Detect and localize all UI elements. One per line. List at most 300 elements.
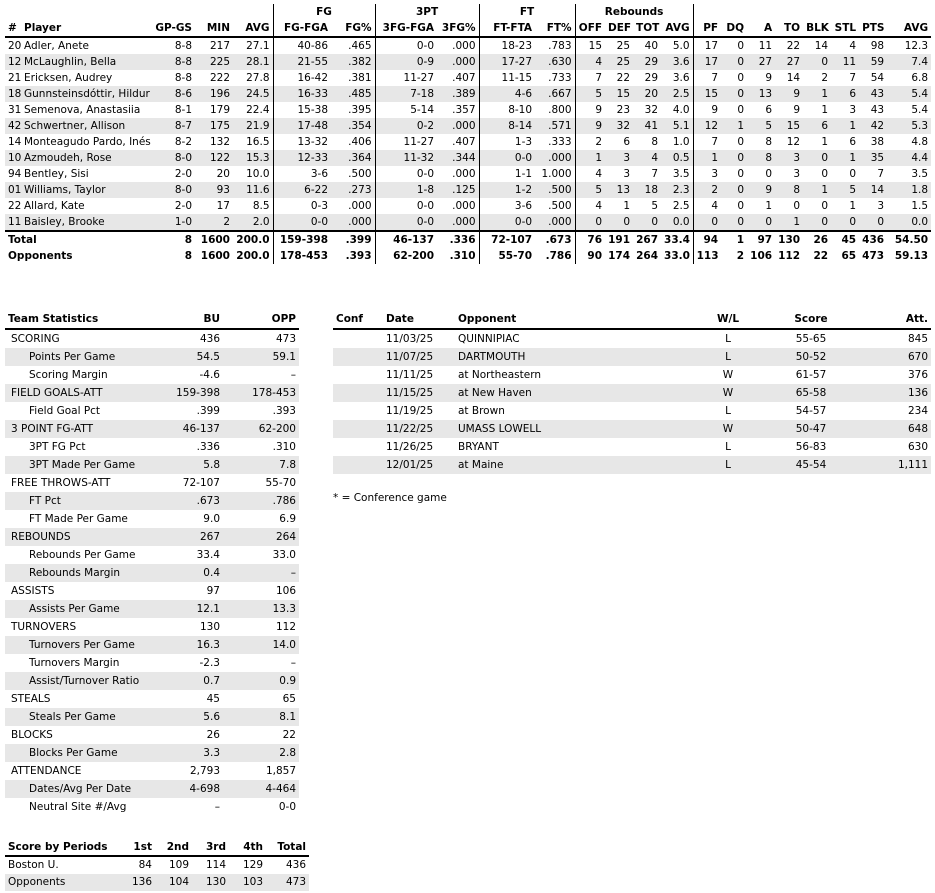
stat-value: 0.5 (661, 150, 693, 166)
stat-value: 130 (775, 231, 803, 248)
stat-value: .000 (452, 40, 476, 52)
attendance: 234 (907, 405, 928, 417)
stat-value: 9 (693, 102, 721, 118)
team-stat-row (5, 582, 299, 600)
stat-value: .333 (548, 136, 572, 148)
stat-value: 2 (821, 72, 829, 84)
stat-value: 8 (184, 250, 192, 262)
stat-value: 2.5 (672, 200, 690, 212)
jersey-number: 01 (5, 182, 21, 198)
stat-value: 4.4 (887, 150, 931, 166)
stat-value: .000 (452, 200, 476, 212)
stat-value: 55-70 (479, 248, 535, 264)
player-name: Adler, Anete (24, 40, 89, 52)
stat-value: 27.8 (246, 72, 270, 84)
col-header-3fg-fga: 3FG-FGA (375, 20, 437, 37)
stat-value: 1 (721, 118, 747, 134)
stat-value: 8-8 (174, 72, 192, 84)
row-label: Total (5, 231, 151, 248)
stat-value: 15-38 (273, 102, 331, 118)
opp-value: – (223, 564, 299, 582)
score-by-periods-table (5, 840, 309, 891)
stat-value: 4.0 (672, 104, 690, 116)
stat-value: 9 (765, 72, 773, 84)
bu-value: 45 (206, 693, 220, 705)
col-header-pf: PF (693, 20, 721, 37)
stat-value: .125 (437, 182, 479, 198)
stat-value: 5.4 (911, 104, 929, 116)
stat-value: 2 (693, 182, 721, 198)
stat-label: Scoring Margin (29, 369, 108, 381)
games-table-body (333, 329, 931, 474)
stat-value: 0 (765, 168, 773, 180)
opponent-name: at Maine (455, 456, 695, 474)
stat-value: 10.0 (246, 168, 270, 180)
stat-value: 0.0 (887, 214, 931, 231)
stat-value: 1 (721, 231, 747, 248)
stat-value: 1 (803, 86, 831, 102)
stat-value: 65 (841, 250, 857, 262)
stat-value: 0 (737, 72, 745, 84)
jersey-number: 12 (5, 54, 21, 70)
stat-label: 3 POINT FG-ATT (5, 420, 155, 438)
stat-value: 159-398 (273, 231, 331, 248)
player-row (5, 150, 931, 166)
opp-value: .786 (223, 492, 299, 510)
col-header-score: Score (761, 310, 861, 329)
conf-marker (333, 366, 383, 384)
stat-label: Assist/Turnover Ratio (5, 672, 155, 690)
stat-value: 40-86 (273, 37, 331, 54)
stat-value: .273 (331, 182, 375, 198)
team-stat-row (5, 329, 299, 348)
stat-value: 0 (737, 104, 745, 116)
col-header-to: TO (775, 20, 803, 37)
stat-value: 3.5 (911, 168, 929, 180)
stat-value: 217 (209, 40, 230, 52)
stat-value: 22 (813, 250, 829, 262)
bu-value: 5.8 (155, 456, 223, 474)
stat-value: 27 (747, 54, 775, 70)
stat-value: 14 (786, 72, 801, 84)
periods-table-body (5, 856, 309, 891)
stat-value: 112 (778, 250, 801, 262)
bu-value: -2.3 (199, 657, 220, 669)
player-name: Allard, Kate (24, 200, 85, 212)
team-stat-row (5, 528, 299, 546)
stat-value: 22 (616, 72, 631, 84)
col-header-ft-pct: FT% (535, 20, 575, 37)
period-score: 104 (155, 874, 192, 891)
win-loss: L (695, 348, 761, 366)
stat-value: 6 (849, 136, 857, 148)
win-loss: L (695, 456, 761, 474)
stat-value: .000 (437, 118, 479, 134)
stat-value: 5.4 (887, 86, 931, 102)
stat-value: 18 (633, 182, 661, 198)
stat-value: .485 (331, 86, 375, 102)
bu-value: .399 (196, 405, 220, 417)
stat-value: 8-0 (151, 150, 195, 166)
stat-value: 175 (195, 118, 233, 134)
stat-value: .336 (437, 231, 479, 248)
stat-value: 0-0 (375, 166, 437, 182)
team-stat-row (5, 474, 299, 492)
stat-value: 25 (605, 54, 633, 70)
team-stat-row (5, 708, 299, 726)
stat-value: 2-0 (174, 200, 192, 212)
stat-value: .364 (331, 150, 375, 166)
stat-value: 4 (849, 40, 857, 52)
stat-value: 6 (765, 104, 773, 116)
bu-value: 3.3 (155, 744, 223, 762)
conference-game-footnote: * = Conference game (333, 492, 447, 504)
period-score: 130 (192, 874, 229, 891)
team-stat-row (5, 348, 299, 366)
stat-value: .800 (548, 104, 572, 116)
player-row (5, 166, 931, 182)
game-results-section (333, 310, 931, 474)
score: 45-54 (761, 456, 861, 474)
stat-value: 106 (750, 250, 773, 262)
stat-value: 2 (195, 214, 233, 231)
attendance: 670 (861, 348, 931, 366)
opp-value: – (290, 657, 296, 669)
stat-value: 0-0 (375, 37, 437, 54)
stat-value: 1-0 (151, 214, 195, 231)
stat-value: 20 (633, 86, 661, 102)
stat-label: ATTENDANCE (11, 765, 82, 777)
stat-value: 21.9 (233, 118, 273, 134)
stat-value: 8 (151, 231, 195, 248)
stat-value: .000 (535, 150, 575, 166)
stat-value: 62-200 (375, 248, 437, 264)
conf-marker (333, 329, 383, 348)
stat-label: Steals Per Game (5, 708, 155, 726)
game-date: 11/22/25 (383, 420, 455, 438)
score: 56-83 (795, 441, 827, 453)
stat-value: 20 (216, 168, 230, 180)
stat-value: .571 (535, 118, 575, 134)
team-stats-header-row (5, 310, 299, 329)
stat-value: 8-8 (174, 40, 192, 52)
stat-value: 28.1 (233, 54, 273, 70)
stat-value: 6.8 (911, 72, 929, 84)
stat-value: 7.4 (887, 54, 931, 70)
stat-value: 0 (803, 150, 831, 166)
player-name: Gunnsteinsdóttir, Hildur (21, 86, 151, 102)
period-score: 103 (229, 874, 266, 891)
stat-value: 4 (575, 54, 605, 70)
col-header-tot: TOT (633, 20, 661, 37)
stat-value: 2 (575, 134, 605, 150)
score: 54-57 (795, 405, 827, 417)
player-row (5, 198, 931, 214)
stat-value: 3 (693, 166, 721, 182)
stat-value: 7 (651, 168, 659, 180)
stat-value: 1600 (195, 231, 233, 248)
stat-value: 0-3 (273, 198, 331, 214)
bu-value: .673 (155, 492, 223, 510)
opp-value: 8.1 (223, 708, 299, 726)
stat-value: 0 (737, 136, 745, 148)
stat-label: Turnovers Per Game (5, 636, 155, 654)
opponent-name: QUINNIPIAC (458, 333, 520, 345)
stat-label: ASSISTS (11, 585, 55, 597)
stat-value: 8.5 (252, 200, 270, 212)
stat-value: .500 (535, 182, 575, 198)
stat-value: 9 (575, 118, 605, 134)
stat-value: 8-7 (151, 118, 195, 134)
stat-value: 15 (693, 86, 721, 102)
game-row (333, 456, 931, 474)
team-stat-row (5, 744, 299, 762)
stat-value: 3 (775, 150, 803, 166)
conf-marker (333, 402, 383, 420)
stat-label: Assists Per Game (5, 600, 155, 618)
stat-value: 200.0 (233, 231, 273, 248)
stat-value: 97 (747, 231, 775, 248)
stat-value: 2.3 (661, 182, 693, 198)
attendance: 376 (907, 369, 928, 381)
team-stat-row (5, 654, 299, 672)
opp-value: 33.0 (272, 549, 296, 561)
col-header-a: A (747, 20, 775, 37)
stat-value: .465 (348, 40, 372, 52)
stat-value: 17 (216, 200, 230, 212)
stat-value: 12-33 (273, 150, 331, 166)
stat-value: 5 (831, 182, 859, 198)
stat-value: .000 (535, 214, 575, 231)
attendance: 136 (861, 384, 931, 402)
stat-value: .407 (452, 136, 476, 148)
stat-value: 1 (831, 118, 859, 134)
stat-label: FT Pct (5, 492, 155, 510)
stat-value: 27.1 (246, 40, 270, 52)
player-table-body (5, 37, 931, 264)
stat-label: FREE THROWS-ATT (11, 477, 111, 489)
stat-value: 17-27 (479, 54, 535, 70)
game-date: 11/15/25 (383, 384, 455, 402)
game-results-table (333, 310, 931, 474)
stat-value: 8-1 (174, 104, 192, 116)
stat-value: 46-137 (375, 231, 437, 248)
jersey-number: 18 (5, 86, 21, 102)
col-header-score-by-periods: Score by Periods (5, 840, 119, 856)
opp-value: – (290, 369, 296, 381)
stat-value: 16.5 (246, 136, 270, 148)
conf-marker (333, 348, 383, 366)
stat-value: .382 (331, 54, 375, 70)
period-score: 129 (242, 859, 263, 871)
stat-value: 1 (821, 136, 829, 148)
stat-value: 0 (721, 150, 747, 166)
stat-value: 15 (775, 118, 803, 134)
stat-value: 59 (859, 54, 887, 70)
stat-value: 3.6 (672, 72, 690, 84)
player-row (5, 86, 931, 102)
win-loss: L (725, 441, 731, 453)
stat-value: .000 (437, 214, 479, 231)
team-stat-row (5, 798, 299, 816)
win-loss: W (695, 384, 761, 402)
games-header-row (333, 310, 931, 329)
stat-value: .407 (452, 72, 476, 84)
group-header-spacer (693, 4, 931, 20)
stat-value: 15.3 (233, 150, 273, 166)
stat-value: 7 (693, 70, 721, 86)
stat-value: 17 (693, 54, 721, 70)
stat-value: 29 (644, 72, 659, 84)
stat-value: 59.13 (894, 250, 929, 262)
stat-value: 436 (859, 231, 887, 248)
team-stat-row (5, 672, 299, 690)
stat-value: .381 (348, 72, 372, 84)
stat-value: 2-0 (174, 168, 192, 180)
stat-value: 267 (633, 231, 661, 248)
stat-value: 15 (575, 37, 605, 54)
opp-value: 22 (282, 729, 296, 741)
stat-value: 3 (877, 200, 885, 212)
col-header-3rd: 3rd (192, 840, 229, 856)
col-header-gp-gs: GP-GS (151, 20, 195, 37)
period-score: 136 (119, 874, 155, 891)
col-header-player: Player (21, 20, 151, 37)
stat-value: 0 (821, 200, 829, 212)
stat-value: .406 (348, 136, 372, 148)
opp-value: 264 (223, 528, 299, 546)
stat-value: 8 (747, 150, 775, 166)
stat-value: 12 (693, 118, 721, 134)
player-row (5, 102, 931, 118)
bu-value: 5.6 (155, 708, 223, 726)
conf-marker (333, 420, 383, 438)
stat-value: 21-55 (273, 54, 331, 70)
stat-value: 0 (747, 214, 775, 231)
bu-value: 4-698 (155, 780, 223, 798)
stat-value: .000 (452, 168, 476, 180)
opp-value: .310 (272, 441, 296, 453)
game-row (333, 420, 931, 438)
stat-value: 1 (693, 150, 721, 166)
stat-value: 4.8 (911, 136, 929, 148)
stat-value: 0 (849, 168, 857, 180)
stat-value: 0.0 (661, 214, 693, 231)
stat-value: 1 (775, 214, 803, 231)
stat-label: REBOUNDS (5, 528, 155, 546)
opp-value: 65 (282, 693, 296, 705)
stat-value: 11 (831, 54, 859, 70)
stat-value: 0 (605, 214, 633, 231)
player-row (5, 134, 931, 150)
opponent-name: at Brown (458, 405, 505, 417)
stat-label: FIELD GOALS-ATT (5, 384, 155, 402)
win-loss: W (722, 369, 734, 381)
stat-value: 6 (831, 86, 859, 102)
col-header-reb-avg: AVG (661, 20, 693, 37)
stat-value: 0 (737, 200, 745, 212)
stat-value: 54.50 (887, 231, 931, 248)
stat-value: 13 (747, 86, 775, 102)
stat-value: 17 (693, 37, 721, 54)
col-header-date: Date (383, 310, 455, 329)
stat-value: 0 (721, 54, 747, 70)
stat-label: Dates/Avg Per Date (5, 780, 155, 798)
col-header-wl: W/L (695, 310, 761, 329)
stat-value: 6 (803, 118, 831, 134)
stat-value: 7 (849, 72, 857, 84)
stat-value: 2.0 (233, 214, 273, 231)
stat-value: 113 (693, 248, 721, 264)
stat-value: 0 (859, 214, 887, 231)
player-name: Williams, Taylor (21, 182, 151, 198)
stat-value: 0-9 (375, 54, 437, 70)
fg-group-header: FG (273, 4, 375, 20)
jersey-number: 22 (8, 200, 22, 212)
jersey-number: 10 (5, 150, 21, 166)
stat-value: 0 (803, 214, 831, 231)
stat-value: 42 (859, 118, 887, 134)
game-date: 11/07/25 (383, 348, 455, 366)
opp-value: 62-200 (223, 420, 299, 438)
total-row (5, 231, 931, 248)
game-row (333, 384, 931, 402)
col-header-att: Att. (861, 310, 931, 329)
game-date: 11/26/25 (386, 441, 434, 453)
stat-value: 0 (721, 214, 747, 231)
stat-value: 25 (616, 40, 631, 52)
stat-value: .399 (331, 231, 375, 248)
stat-value: 7 (877, 168, 885, 180)
bu-value: 267 (155, 528, 223, 546)
player-name: Monteagudo Pardo, Inés (24, 136, 151, 148)
stat-value: 0 (633, 214, 661, 231)
stat-value: 41 (633, 118, 661, 134)
stat-value: 1 (575, 150, 605, 166)
bu-column-header: BU (155, 310, 223, 329)
team-statistics-section (5, 310, 299, 816)
stat-label: Rebounds Per Game (29, 549, 136, 561)
opp-value: 7.8 (223, 456, 299, 474)
stat-value: 6 (623, 136, 631, 148)
player-row (5, 214, 931, 231)
stat-value: 18-23 (479, 37, 535, 54)
col-header-fg-fga: FG-FGA (273, 20, 331, 37)
stat-value: 1600 (200, 250, 230, 262)
stat-value: 1 (803, 182, 831, 198)
stat-value: 2.5 (661, 86, 693, 102)
stat-value: 0-0 (375, 214, 437, 231)
team-stat-row (5, 402, 299, 420)
stat-value: 3 (623, 168, 631, 180)
team-stat-row (5, 438, 299, 456)
opponent-name: at Northeastern (458, 369, 541, 381)
team-stat-row (5, 726, 299, 744)
opp-value: .393 (272, 405, 296, 417)
stat-value: 26 (803, 231, 831, 248)
stat-label: TURNOVERS (11, 621, 77, 633)
stat-value: 196 (195, 86, 233, 102)
stat-value: 98 (870, 40, 885, 52)
stat-value: 7 (693, 134, 721, 150)
stat-value: 11-15 (479, 70, 535, 86)
team-stat-row (5, 510, 299, 528)
stat-value: 0 (693, 214, 721, 231)
stat-value: 1 (623, 200, 631, 212)
opp-value: 473 (275, 333, 296, 345)
team-stat-row (5, 564, 299, 582)
opp-value: 13.3 (223, 600, 299, 618)
